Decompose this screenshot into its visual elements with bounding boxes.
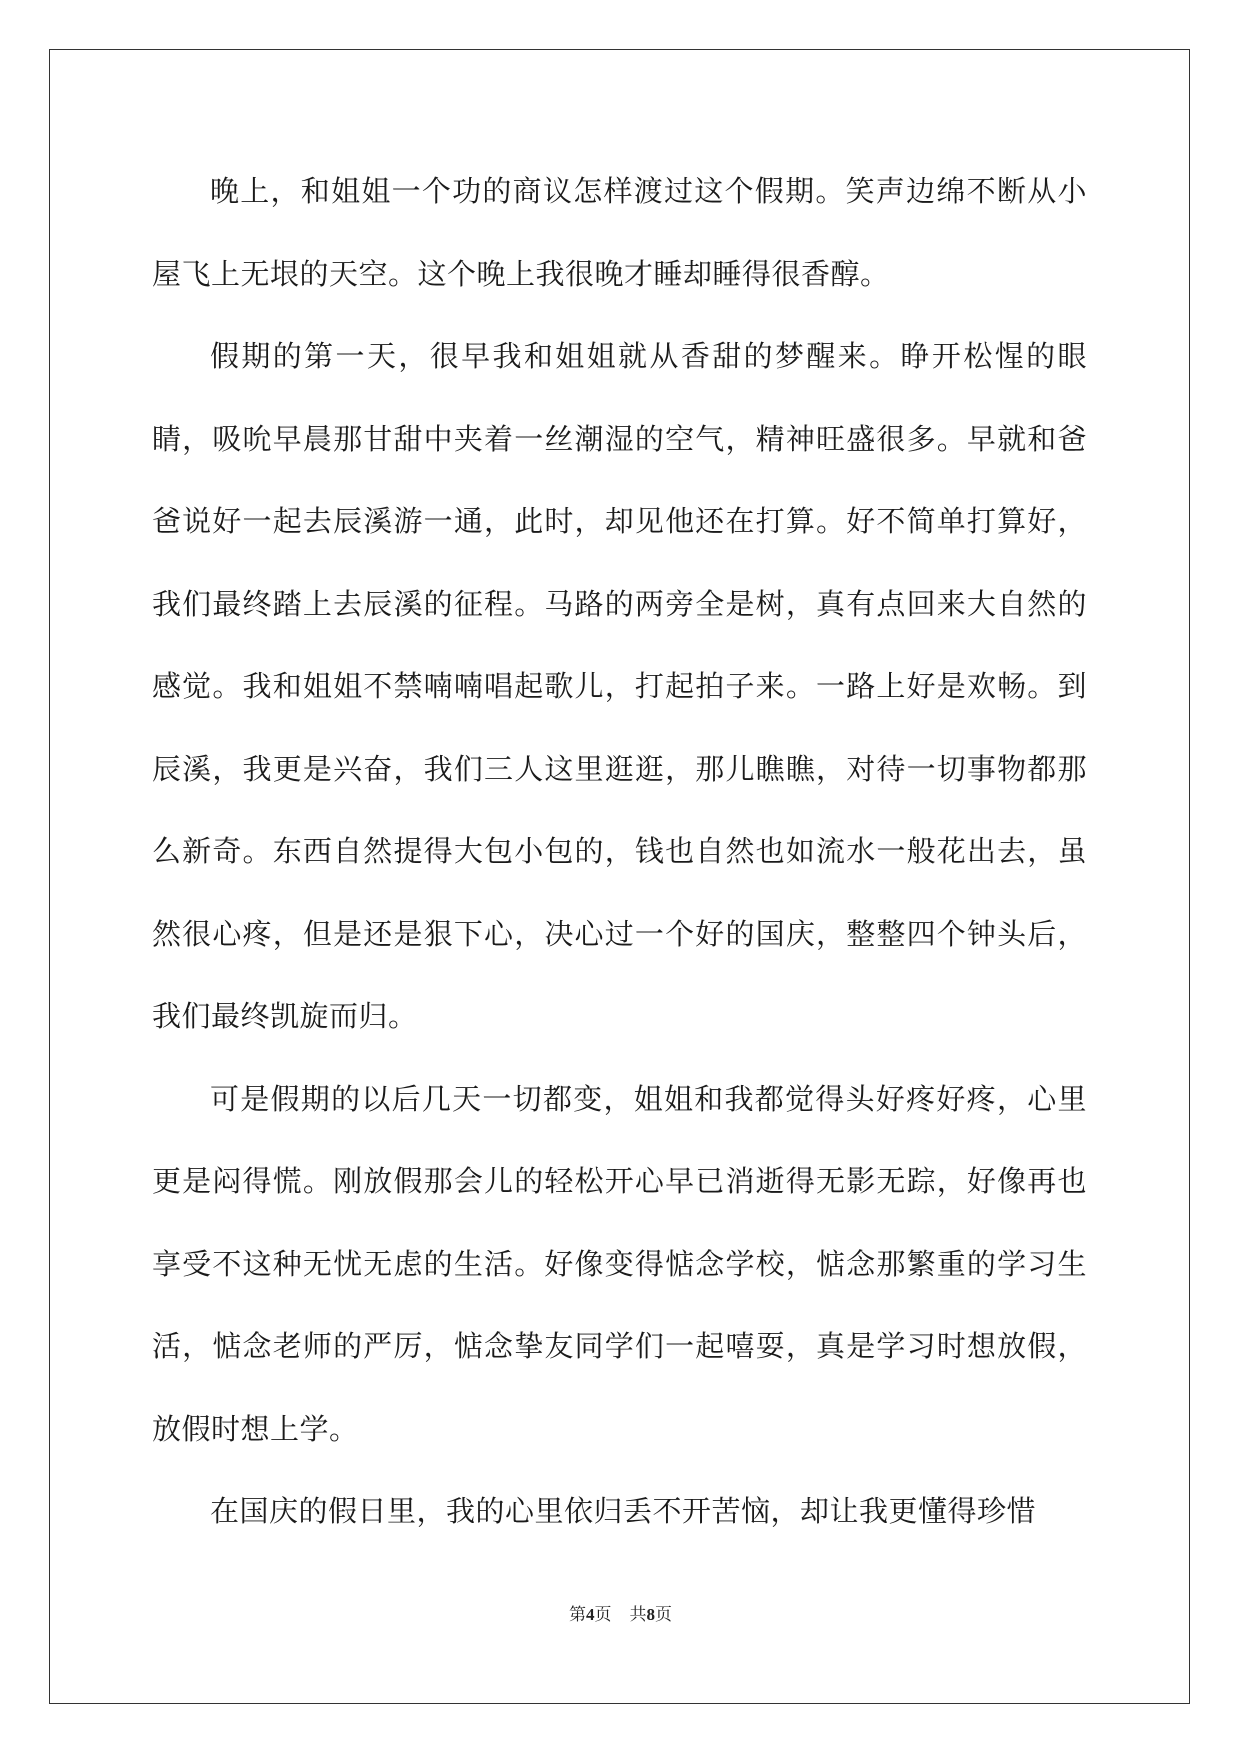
total-label-prefix: 共 <box>629 1605 647 1624</box>
total-label-suffix: 页 <box>655 1605 672 1624</box>
page-label-suffix: 页 <box>594 1605 612 1624</box>
page-label-prefix: 第 <box>569 1605 586 1624</box>
page-footer <box>0 1600 1241 1625</box>
paragraph: 晚上，和姐姐一个功的商议怎样渡过这个假期。笑声边绵不断从小屋飞上无垠的天空。这个晚上我很晚才睡却睡得很香醇。 <box>152 174 1087 291</box>
current-page-number: 4 <box>586 1605 595 1624</box>
document-body <box>152 150 1087 1553</box>
paragraph: 假期的第一天，很早我和姐姐就从香甜的梦醒来。睁开松惺的眼睛，吸吮早晨那甘甜中夹着一丝潮湿的空气，精神旺盛很多。早就和爸爸说好一起去辰溪游一通，此时，却见他还在打算。好不简单打算好，我们最终踏上去辰溪的征程。马路的两旁全是树，真有点回来大自然的感觉。我和姐姐不禁喃喃唱起歌儿，打起拍子来。一路上好是欢畅。到辰溪，我更是兴奋，我们三人这里逛逛，那儿瞧瞧，对待一切事物都那么新奇。东西自然提得大包小包的，钱也自然也如流水一般花出去，虽然很心疼，但是还是狠下心，决心过一个好的国庆，整整四个钟头后，我们最终凯旋而归。 <box>152 339 1087 1033</box>
paragraph: 在国庆的假日里，我的心里依归丢不开苦恼，却让我更懂得珍惜 <box>210 1494 1037 1528</box>
paragraph: 可是假期的以后几天一切都变，姐姐和我都觉得头好疼好疼，心里更是闷得慌。刚放假那会儿的轻松开心早已消逝得无影无踪，好像再也享受不这种无忧无虑的生活。好像变得惦念学校，惦念那繁重的学习生活，惦念老师的严厉，惦念挚友同学们一起嘻耍，真是学习时想放假，放假时想上学。 <box>152 1081 1087 1446</box>
total-page-number: 8 <box>646 1605 655 1624</box>
